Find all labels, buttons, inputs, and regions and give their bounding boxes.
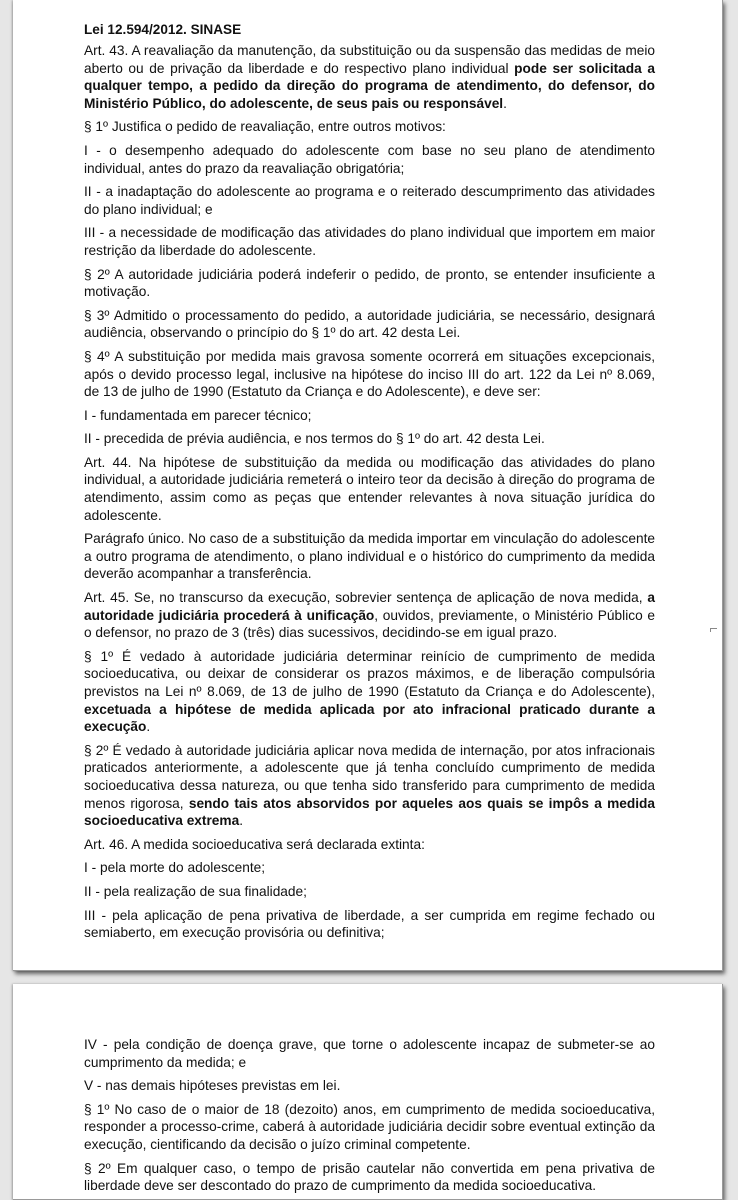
bold-text: excetuada a hipótese de medida aplicada por ato infracional praticado durante a execução — [84, 701, 655, 735]
paragraph — [84, 430, 655, 448]
text-segment: Art. 44. Na hipótese de substituição da medida ou modificação das atividades do plano individual, a autoridade judiciária remeterá o inteiro teor da decisão à direção do programa de atendimento, assim como as peças que entender relevantes à nova situação jurídica do adolescente. — [84, 454, 655, 523]
bold-text: pode ser solicitada a qualquer tempo, a pedido da direção do programa de atendimento, do defensor, do Ministério Público, do adolescente, de seus pais ou responsável — [84, 60, 655, 111]
text-segment: Art. 46. A medida socioeducativa será declarada extinta: — [84, 836, 425, 852]
text-segment: § 2º A autoridade judiciária poderá indeferir o pedido, de pronto, se entender insuficiente a motivação. — [84, 266, 655, 300]
text-segment: IV - pela condição de doença grave, que torne o adolescente incapaz de submeter-se ao cumprimento da medida; e — [84, 1037, 655, 1070]
text-segment: § 4º A substituição por medida mais gravosa somente ocorrerá em situações excepcionais, após o devido processo legal, inclusive na hipótese do inciso III do art. 122 da Lei nº 8.069, de 13 de julho de 1990 (Estatuto da Criança e do Adolescente), e deve ser: — [84, 348, 655, 400]
paragraph — [84, 224, 655, 259]
document-page-1 — [13, 0, 723, 971]
paragraph — [84, 836, 655, 854]
paragraph — [84, 118, 655, 136]
paragraph — [84, 1077, 655, 1095]
paragraph — [84, 742, 655, 830]
paragraph — [84, 266, 655, 301]
text-segment: . — [146, 719, 151, 735]
page-1-body — [84, 42, 655, 942]
paragraph — [84, 407, 655, 425]
text-segment: II - precedida de prévia audiência, e nos termos do § 1º do art. 42 desta Lei. — [84, 431, 545, 447]
bold-text: sendo tais atos absorvidos por aqueles aos quais se impôs a medida socioeducativa extrema — [84, 795, 655, 829]
paragraph — [84, 183, 655, 218]
text-segment: § 1º Justifica o pedido de reavaliação, entre outros motivos: — [84, 119, 446, 135]
text-segment: III - a necessidade de modificação das atividades do plano individual que importem em maior restrição da liberdade do adolescente. — [84, 225, 655, 258]
text-segment: § 2º É vedado à autoridade judiciária aplicar nova medida de internação, por atos infracionais praticados anteriormente, a adolescente que já tenha concluído cumprimento de medida socioeducativa dessa natureza, ou que tenha sido transferido para cumprimento de medida menos rigorosa, — [84, 742, 655, 811]
text-segment: . — [503, 95, 507, 111]
paragraph — [84, 1036, 655, 1071]
paragraph — [84, 1101, 655, 1154]
paragraph — [84, 1160, 655, 1195]
paragraph — [84, 589, 655, 642]
text-segment: I - fundamentada em parecer técnico; — [84, 407, 312, 423]
paragraph — [84, 142, 655, 177]
text-segment: § 1º É vedado à autoridade judiciária determinar reinício de cumprimento de medida socioeducativa, ou deixar de considerar os prazos máximos, e de liberação compulsória previstos na Lei nº 8.069, de 13 de julho de 1990 (Estatuto da Criança e do Adolescente), — [84, 648, 655, 699]
text-segment: § 3º Admitido o processamento do pedido, a autoridade judiciária, se necessário, designará audiência, observando o princípio do § 1º do art. 42 desta Lei. — [84, 307, 655, 341]
text-segment: , ouvidos, previamente, o Ministério Público e o defensor, no prazo de 3 (três) dias sucessivos, decidindo-se em igual prazo. — [84, 607, 655, 641]
text-segment: II - a inadaptação do adolescente ao programa e o reiterado descumprimento das atividades do plano individual; e — [84, 184, 655, 217]
text-segment: Art. 43. A reavaliação da manutenção, da substituição ou da suspensão das medidas de meio aberto ou de privação da liberdade e do respectivo plano individual — [84, 43, 655, 76]
paragraph — [84, 348, 655, 401]
paragraph — [84, 454, 655, 524]
paragraph — [84, 907, 655, 942]
paragraph — [84, 42, 655, 112]
bold-text: a autoridade judiciária procederá à unificação — [84, 590, 655, 623]
text-segment: § 2º Em qualquer caso, o tempo de prisão cautelar não convertida em pena privativa de liberdade deve ser descontado do prazo de cumprimento da medida socioeducativa. — [84, 1160, 655, 1194]
page-edge-mark — [710, 628, 717, 632]
paragraph — [84, 883, 655, 901]
text-segment: V - nas demais hipóteses previstas em lei. — [84, 1078, 341, 1094]
text-segment: II - pela realização de sua finalidade; — [84, 883, 307, 899]
paragraph — [84, 648, 655, 736]
paragraph — [84, 307, 655, 342]
paragraph — [84, 859, 655, 877]
page-2-body — [84, 1036, 655, 1195]
text-segment: I - o desempenho adequado do adolescente com base no seu plano de atendimento individual, antes do prazo da reavaliação obrigatória; — [84, 142, 655, 176]
document-title: Lei 12.594/2012. SINASE — [84, 22, 242, 37]
paragraph — [84, 530, 655, 583]
text-segment: Parágrafo único. No caso de a substituição da medida importar em vinculação do adolescente a outro programa de atendimento, o plano individual e o histórico do cumprimento da medida deverão acompanhar a transferência. — [84, 531, 655, 582]
text-segment: I - pela morte do adolescente; — [84, 860, 266, 876]
text-segment: III - pela aplicação de pena privativa de liberdade, a ser cumprida em regime fechado ou semiaberto, em execução provisória ou definitiva; — [84, 907, 655, 941]
document-page-2 — [13, 984, 723, 1200]
text-segment: § 1º No caso de o maior de 18 (dezoito) anos, em cumprimento de medida socioeducativa, responder a processo-crime, caberá à autoridade judiciária decidir sobre eventual extinção da execução, cientificando da decisão o juízo criminal competente. — [84, 1101, 655, 1152]
text-segment: . — [239, 813, 244, 829]
text-segment: Art. 45. Se, no transcurso da execução, sobrevier sentença de aplicação de nova medida, — [84, 590, 648, 606]
